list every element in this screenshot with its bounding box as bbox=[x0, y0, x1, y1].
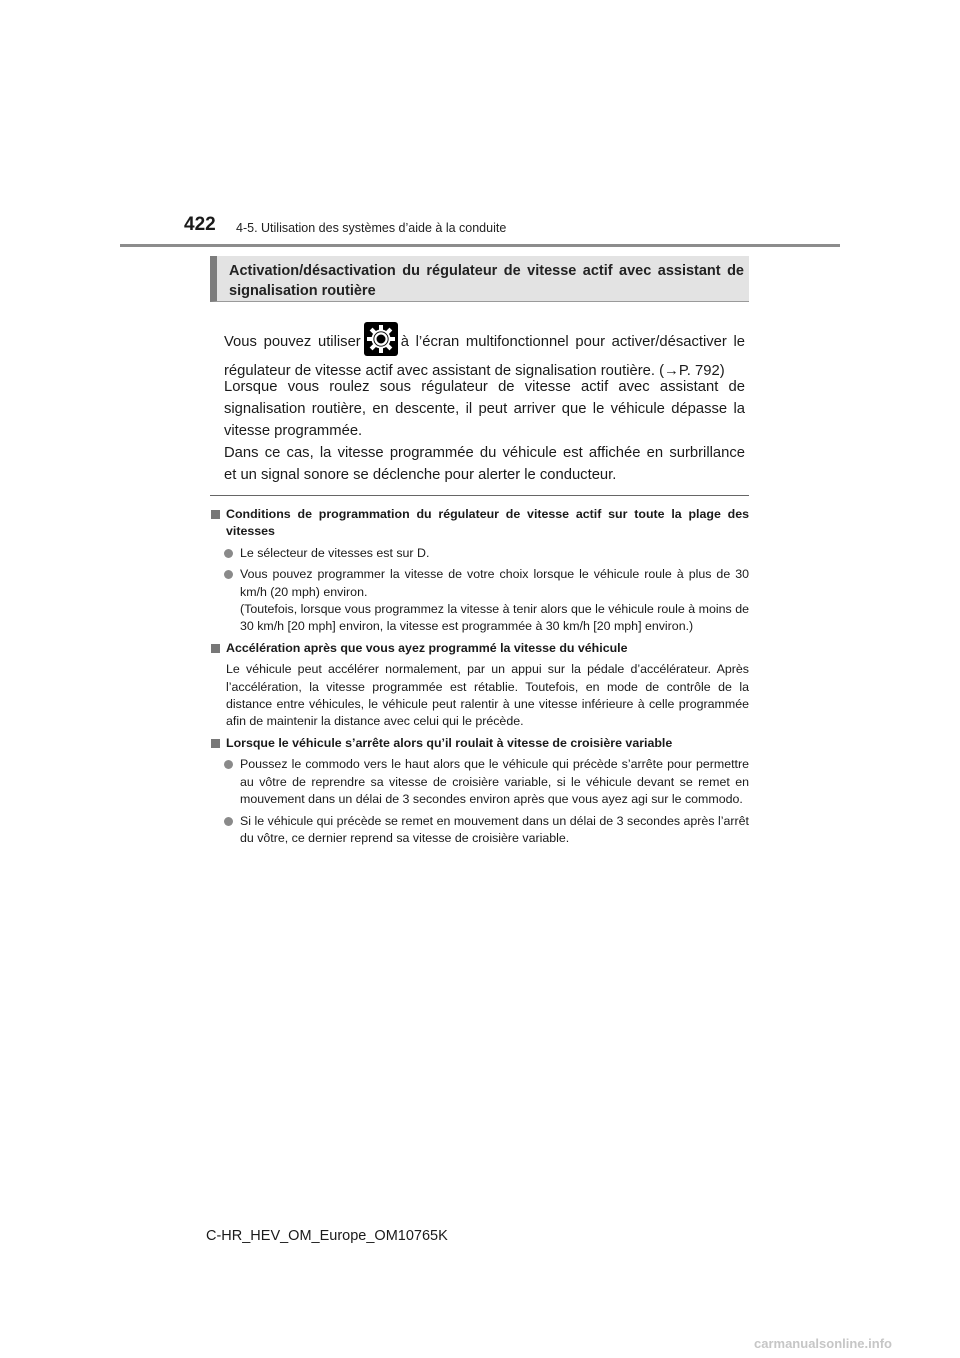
p1-before-icon: Vous pouvez utiliser bbox=[224, 334, 361, 350]
p3-line2: et un signal sonore se déclenche pour alerter le conducteur. bbox=[224, 467, 617, 483]
note-heading-2: Accélération après que vous ayez programmé la vitesse du véhicule bbox=[210, 640, 749, 657]
p2-line3: vitesse programmée. bbox=[224, 423, 363, 439]
note-bullet: Si le véhicule qui précède se remet en mouvement dans un délai de 3 secondes après l’arrêt du vôtre, ce dernier reprend sa vitesse de croisière variable. bbox=[210, 813, 749, 848]
p1-after-icon: à l’écran multifonctionnel pour activer/désactiver le bbox=[400, 334, 745, 350]
notes-rule bbox=[210, 495, 749, 496]
body-paragraph-1 bbox=[224, 322, 745, 379]
square-bullet-icon bbox=[211, 644, 220, 653]
header-rule bbox=[120, 244, 840, 247]
p3-line1: Dans ce cas, la vitesse programmée du véhicule est affichée en surbrillance bbox=[224, 445, 745, 461]
round-bullet-icon bbox=[224, 760, 233, 769]
watermark: carmanualsonline.info bbox=[754, 1336, 892, 1351]
note-bullet: Poussez le commodo vers le haut alors que le véhicule qui précède s’arrête pour permettre au vôtre de reprendre sa vitesse de croisière variable, si le véhicule devant se remet en mouvement dans un délai de 3 secondes environ après que vous ayez agi sur le commodo. bbox=[210, 756, 749, 808]
p1-line2: régulateur de vitesse actif avec assistant de signalisation routière. (→P. 792) bbox=[224, 363, 725, 379]
square-bullet-icon bbox=[211, 510, 220, 519]
section-title: Activation/désactivation du régulateur de vitesse actif avec assistant de signalisation routière bbox=[229, 263, 744, 299]
square-bullet-icon bbox=[211, 739, 220, 748]
round-bullet-icon bbox=[224, 549, 233, 558]
p2-line2: signalisation routière, en descente, il peut arriver que le véhicule dépasse la bbox=[224, 401, 745, 417]
footer-manual-code: C-HR_HEV_OM_Europe_OM10765K bbox=[206, 1228, 448, 1244]
settings-gear-icon bbox=[364, 322, 398, 356]
round-bullet-icon bbox=[224, 570, 233, 579]
round-bullet-icon bbox=[224, 817, 233, 826]
notes-section bbox=[210, 506, 749, 851]
page-number: 422 bbox=[184, 214, 216, 235]
note-bullet: Le sélecteur de vitesses est sur D. bbox=[210, 545, 749, 562]
note-heading-1: Conditions de programmation du régulateur de vitesse actif sur toute la plage des vitesses bbox=[210, 506, 749, 541]
p2-line1: Lorsque vous roulez sous régulateur de vitesse actif avec assistant de bbox=[224, 379, 745, 395]
body-text bbox=[224, 322, 745, 486]
note-bullet: Vous pouvez programmer la vitesse de votre choix lorsque le véhicule roule à plus de 30 km/h (20 mph) environ. (Toutefois, lorsque vous programmez la vitesse à tenir alors que le véhicule roule à moins de 30 km/h [20 mph] environ, la vitesse est programmée à 30 km/h [20 mph] environ.) bbox=[210, 566, 749, 636]
section-box bbox=[210, 256, 749, 302]
chapter-title: 4-5. Utilisation des systèmes d’aide à la conduite bbox=[236, 221, 507, 235]
body-paragraph-2 bbox=[224, 376, 745, 486]
note-heading-3: Lorsque le véhicule s’arrête alors qu’il roulait à vitesse de croisière variable bbox=[210, 735, 749, 752]
note-paragraph: Le véhicule peut accélérer normalement, par un appui sur la pédale d’accélérateur. Après l’accélération, la vitesse programmée est rétablie. Toutefois, en mode de contrôle de la distance entre véhicules, le véhicule peut ralentir à une vitesse inférieure à celle programmée afin de maintenir la distance avec celui qui le précède. bbox=[226, 662, 749, 729]
